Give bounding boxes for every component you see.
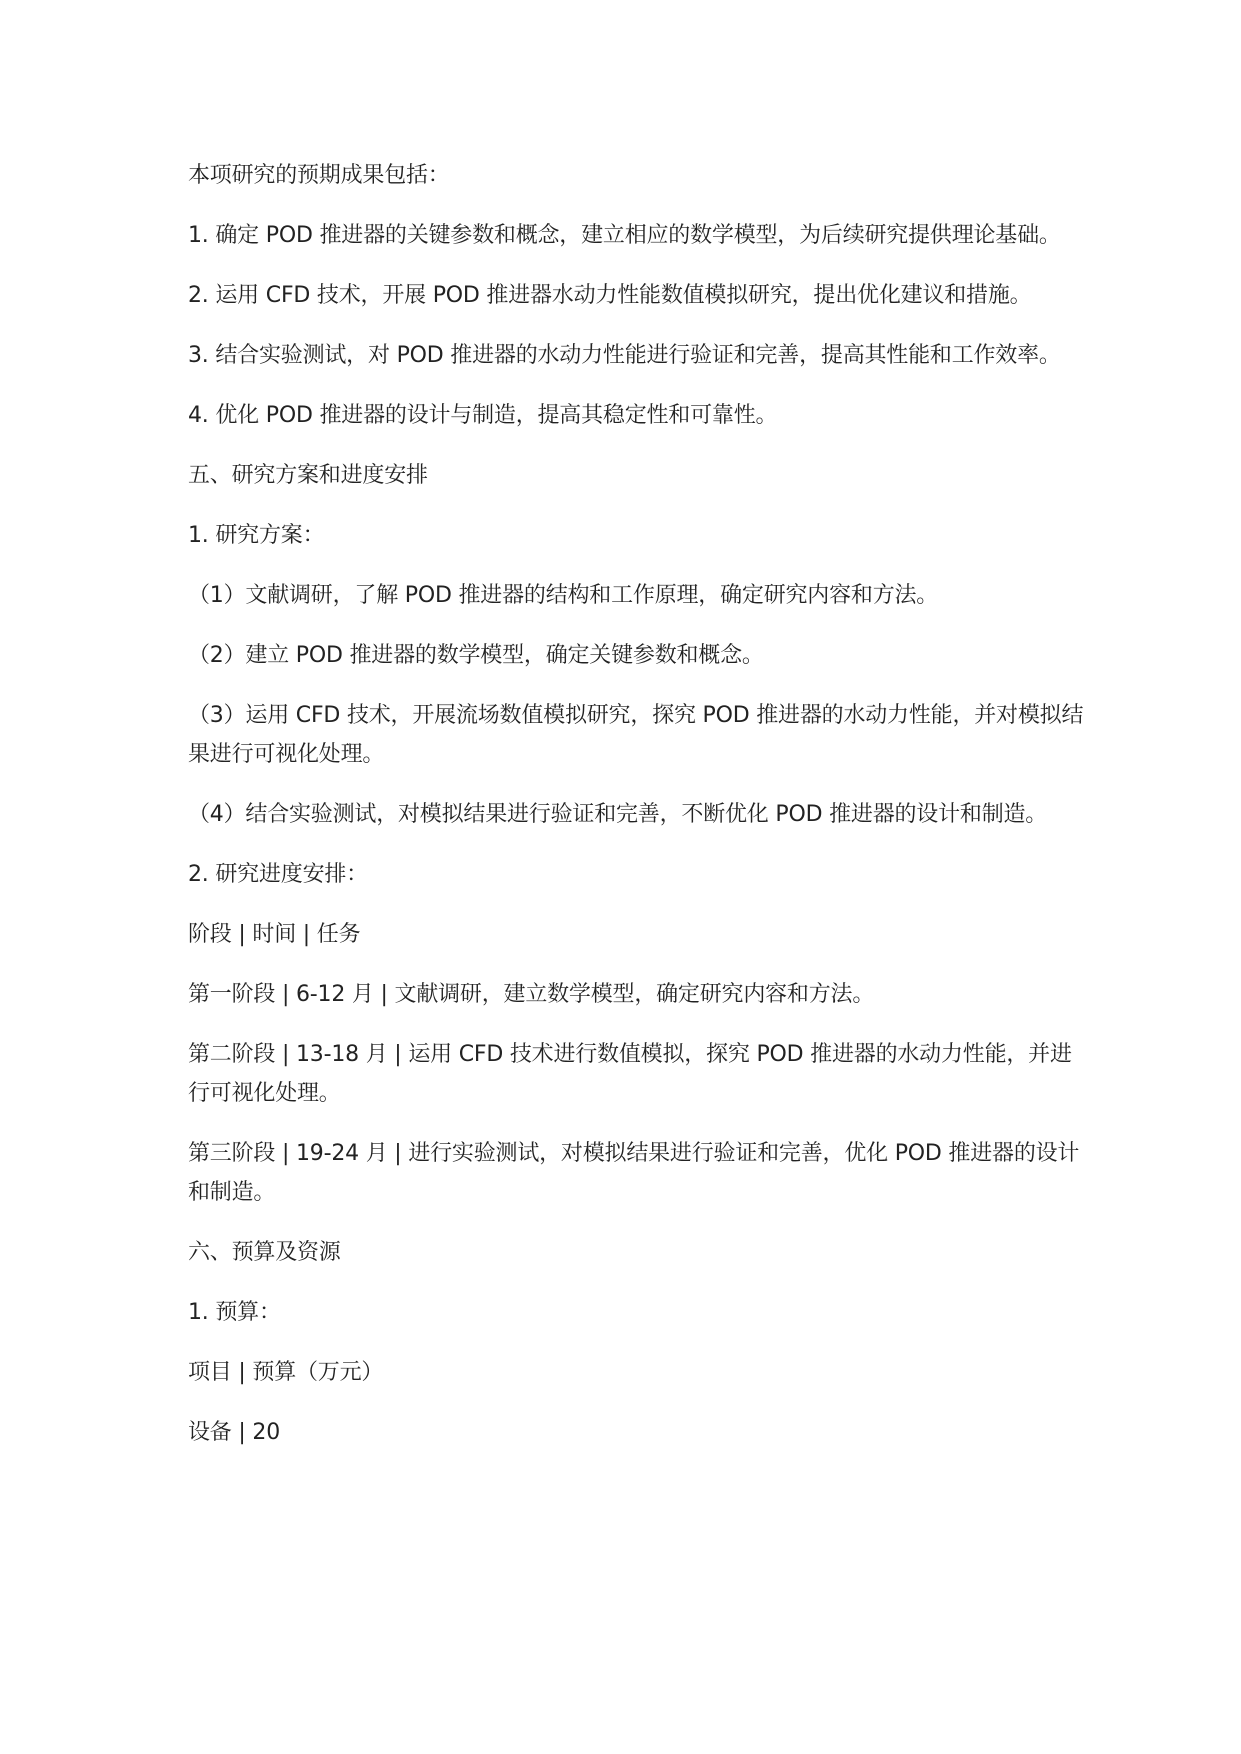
plan-step: （1）文献调研，了解 POD 推进器的结构和工作原理，确定研究内容和方法。 [188,583,939,608]
schedule-row: 第二阶段 | 13-18 月 | 运用 CFD 技术进行数值模拟，探究 POD 推进器的水动力性能，并进行可视化处理。 [188,1042,1072,1106]
schedule-row: 第一阶段 | 6-12 月 | 文献调研，建立数学模型，确定研究内容和方法。 [188,982,875,1007]
budget-header-row: 项目 | 预算（万元） [188,1360,384,1385]
plan-step: （2）建立 POD 推进器的数学模型，确定关键参数和概念。 [188,643,764,668]
plan-step: （3）运用 CFD 技术，开展流场数值模拟研究，探究 POD 推进器的水动力性能，并对模拟结果进行可视化处理。 [188,703,1084,767]
expected-results-intro: 本项研究的预期成果包括： [188,163,450,188]
subsection-heading: 2. 研究进度安排： [188,862,368,887]
document-body [188,156,1088,1473]
expected-result-item: 2. 运用 CFD 技术，开展 POD 推进器水动力性能数值模拟研究，提出优化建议和措施。 [188,283,1032,308]
schedule-row: 第三阶段 | 19-24 月 | 进行实验测试，对模拟结果进行验证和完善，优化 POD 推进器的设计和制造。 [188,1141,1080,1205]
section-heading: 五、研究方案和进度安排 [188,463,428,488]
expected-result-item: 4. 优化 POD 推进器的设计与制造，提高其稳定性和可靠性。 [188,403,778,428]
expected-result-item: 1. 确定 POD 推进器的关键参数和概念，建立相应的数学模型，为后续研究提供理论基础。 [188,223,1061,248]
budget-row: 设备 | 20 [188,1420,280,1445]
section-heading: 六、预算及资源 [188,1240,341,1265]
subsection-heading: 1. 预算： [188,1300,281,1325]
plan-step: （4）结合实验测试，对模拟结果进行验证和完善，不断优化 POD 推进器的设计和制造。 [188,802,1048,827]
schedule-header-row: 阶段 | 时间 | 任务 [188,922,361,947]
expected-result-item: 3. 结合实验测试，对 POD 推进器的水动力性能进行验证和完善，提高其性能和工作效率。 [188,343,1061,368]
subsection-heading: 1. 研究方案： [188,523,325,548]
